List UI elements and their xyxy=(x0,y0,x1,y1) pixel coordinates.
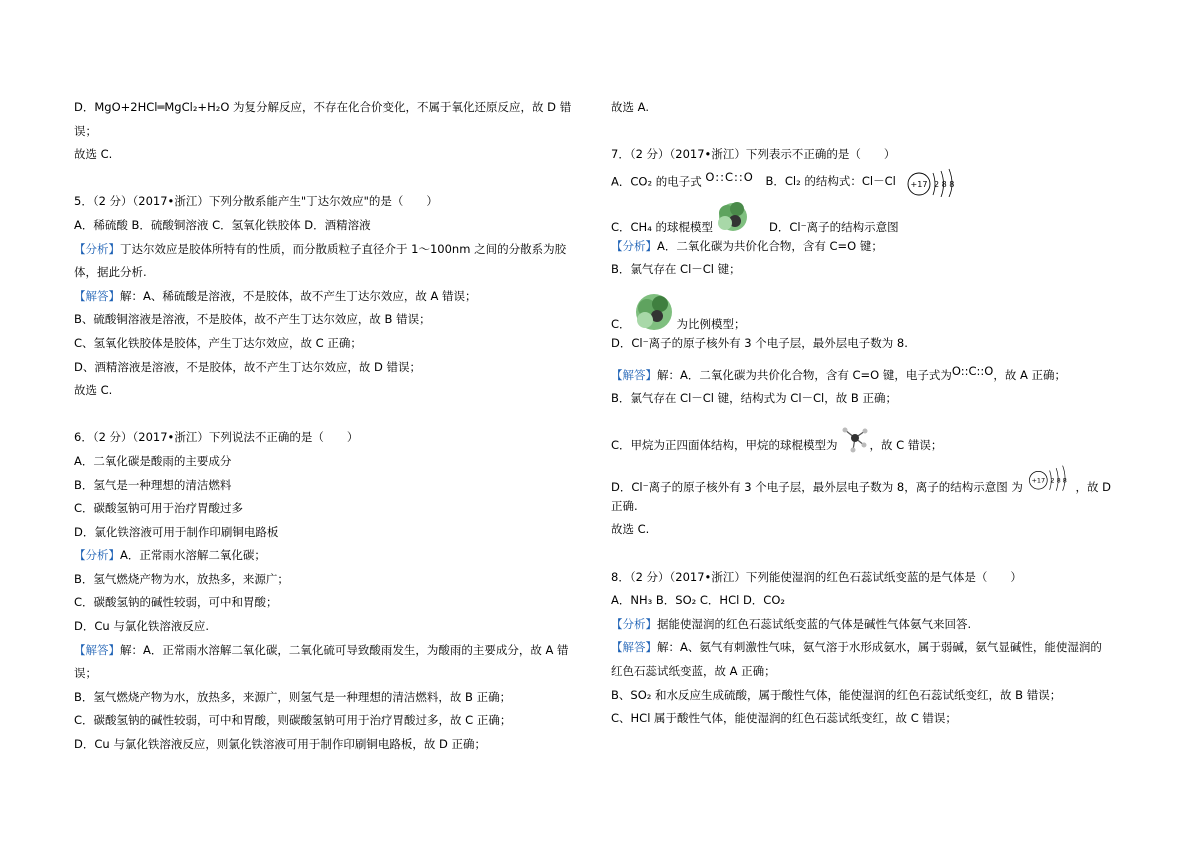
analysis-tag: 【分析】 xyxy=(611,616,657,631)
q5-answer xyxy=(74,285,574,309)
q5-options: A．稀硫酸 B．硫酸铜溶液 C．氢氧化铁胶体 D．酒精溶液 xyxy=(74,217,371,232)
q7-answer-d-cont: 正确. xyxy=(611,498,638,513)
q8-answer-c: C、HCl 属于酸性气体，能使湿润的红色石蕊试纸变红，故 C 错误； xyxy=(611,711,957,726)
q8-options: A．NH₃ B．SO₂ C．HCl D．CO₂ xyxy=(611,593,785,608)
q5-answer-b: B、硫酸铜溶液是溶液，不是胶体，故不产生丁达尔效应，故 B 错误； xyxy=(74,312,431,327)
q6-option-a: A．二氧化碳是酸雨的主要成分 xyxy=(74,453,232,468)
q6-analysis-c: C．碳酸氢钠的碱性较弱，可中和胃酸； xyxy=(74,595,278,610)
q7-option-a-label: A．CO₂ 的电子式 xyxy=(611,174,702,189)
q7-answer-b: B．氯气存在 Cl－Cl 键，结构式为 Cl－Cl，故 B 正确； xyxy=(611,391,897,406)
q7-answer-d-text: D．Cl⁻离子的原子核外有 3 个电子层，最外层电子数为 8，离子的结构示意图 为 xyxy=(611,479,1023,494)
q6-answer-c: C．碳酸氢钠的碱性较弱，可中和胃酸，则碳酸氢钠可用于治疗胃酸过多，故 C 正确； xyxy=(74,713,512,728)
answer-tag: 【解答】 xyxy=(74,288,120,303)
q7-answer-d xyxy=(611,453,1111,495)
answer-tag: 【解答】 xyxy=(74,642,120,657)
shell-electrons: 2 8 8 xyxy=(934,179,955,189)
q6-answer-d: D．Cu 与氯化铁溶液反应，则氯化铁溶液可用于制作印刷铜电路板，故 D 正确； xyxy=(74,737,486,752)
nucleus-label: +17 xyxy=(1031,476,1046,485)
right-column xyxy=(611,96,1111,731)
q8-title: 8．（2 分）（2017•浙江）下列能使湿润的红色石蕊试纸变蓝的是气体是（ ） xyxy=(611,569,1022,584)
q8-answer-a-cont: 红色石蕊试纸变蓝，故 A 正确； xyxy=(611,663,776,678)
q4-option-d-explanation: D．MgO+2HCl═MgCl₂+H₂O 为复分解反应，不存在化合价变化，不属于氧化还原反应，故 D 错 xyxy=(74,100,572,114)
q7-answer-c xyxy=(611,411,1111,453)
q8-analysis-text: 据能使湿润的红色石蕊试纸变蓝的气体是碱性气体氨气来回答. xyxy=(657,616,972,631)
q7-analysis-c xyxy=(611,282,1111,332)
q7-analysis-d: D．Cl⁻离子的原子核外有 3 个电子层，最外层电子数为 8. xyxy=(611,335,908,350)
co2-electron-formula: O::C::O xyxy=(951,363,994,378)
left-column xyxy=(74,96,574,757)
q7-answer-d-end: ，故 D xyxy=(1075,479,1111,494)
q7-answer-c-end: ，故 C 错误； xyxy=(869,437,943,452)
analysis-tag: 【分析】 xyxy=(74,241,120,256)
chloride-structure-diagram-icon xyxy=(1027,459,1076,495)
shell-electrons: 2 8 8 xyxy=(1050,476,1067,485)
q7-analysis xyxy=(611,235,1111,259)
q7-analysis-c-text: 为比例模型； xyxy=(676,316,746,331)
q5-title: 5．（2 分）（2017•浙江）下列分散系能产生"丁达尔效应"的是（ ） xyxy=(74,194,438,209)
q6-answer-text: 解：A．正常雨水溶解二氧化碳，二氧化硫可导致酸雨发生，为酸雨的主要成分，故 A 错 xyxy=(120,642,569,657)
q4-option-d-explanation-cont: 误； xyxy=(74,123,97,138)
methane-ball-stick-model-icon xyxy=(715,199,751,235)
q6-option-c: C．碳酸氢钠可用于治疗胃酸过多 xyxy=(74,501,244,516)
q6-answer-b: B．氢气燃烧产物为水，放热多，来源广，则氢气是一种理想的清洁燃料，故 B 正确； xyxy=(74,689,512,704)
q8-answer-text: 解：A、氨气有刺激性气味，氨气溶于水形成氨水，属于弱碱，氨气显碱性，能使湿润的 xyxy=(657,640,1102,655)
q7-option-c-label: C．CH₄ 的球棍模型 xyxy=(611,219,713,234)
q4-conclusion: 故选 C. xyxy=(74,147,113,162)
q6-option-d: D．氯化铁溶液可用于制作印刷铜电路板 xyxy=(74,524,279,539)
co2-electron-formula: O::C::O xyxy=(705,170,754,185)
methane-stick-model-icon xyxy=(840,423,870,453)
q5-analysis-cont: 体，据此分析. xyxy=(74,265,147,280)
q5-answer-c: C、氢氧化铁胶体是胶体，产生丁达尔效应，故 C 正确； xyxy=(74,335,362,350)
answer-tag: 【解答】 xyxy=(611,640,657,655)
q5-analysis xyxy=(74,238,574,262)
q7-analysis-text: A．二氧化碳为共价化合物，含有 C=O 键； xyxy=(657,238,883,253)
q7-options-ab xyxy=(611,167,1111,195)
space-filling-model-icon xyxy=(631,290,677,332)
q7-title: 7．（2 分）（2017•浙江）下列表示不正确的是（ ） xyxy=(611,147,896,162)
q7-answer-text: 解：A．二氧化碳为共价化合物，含有 C=O 键，电子式为 xyxy=(657,367,952,382)
q7-option-b: B．Cl₂ 的结构式：Cl－Cl xyxy=(765,174,896,189)
q6-analysis xyxy=(74,544,574,568)
q7-answer-a-end: ，故 A 正确； xyxy=(993,367,1067,382)
q5-analysis-text: 丁达尔效应是胶体所特有的性质，而分散质粒子直径介于 1～100nm 之间的分散系为胶 xyxy=(120,241,567,256)
q6-analysis-text: A．正常雨水溶解二氧化碳； xyxy=(120,548,266,563)
q5-conclusion: 故选 C. xyxy=(74,383,113,398)
chloride-structure-diagram-icon xyxy=(905,167,965,197)
q8-analysis xyxy=(611,613,1111,637)
q6-analysis-b: B．氢气燃烧产物为水，放热多，来源广； xyxy=(74,571,289,586)
q8-answer xyxy=(611,636,1111,660)
analysis-tag: 【分析】 xyxy=(74,548,120,563)
nucleus-label: +17 xyxy=(911,179,928,189)
q6-analysis-d: D．Cu 与氯化铁溶液反应. xyxy=(74,619,209,634)
q5-answer-text: 解：A、稀硫酸是溶液，不是胶体，故不产生丁达尔效应，故 A 错误； xyxy=(120,288,477,303)
q6-title: 6．（2 分）（2017•浙江）下列说法不正确的是（ ） xyxy=(74,430,359,445)
q8-answer-b: B、SO₂ 和水反应生成硫酸，属于酸性气体，能使湿润的红色石蕊试纸变红，故 B 错误； xyxy=(611,687,1062,702)
q7-analysis-b: B．氯气存在 Cl－Cl 键； xyxy=(611,262,741,277)
q7-conclusion: 故选 C. xyxy=(611,522,650,537)
q7-option-d: D．Cl⁻离子的结构示意图 xyxy=(768,219,899,234)
q6-conclusion: 故选 A. xyxy=(611,100,649,114)
q7-answer-c-text: C．甲烷为正四面体结构，甲烷的球棍模型为 xyxy=(611,437,838,452)
q7-analysis-c-label: C． xyxy=(611,316,631,331)
q7-options-cd xyxy=(611,195,1111,235)
q5-answer-d: D、酒精溶液是溶液，不是胶体，故不产生丁达尔效应，故 D 错误； xyxy=(74,359,422,374)
q6-answer-a-cont: 误； xyxy=(74,666,97,681)
analysis-tag: 【分析】 xyxy=(611,238,657,253)
q6-option-b: B．氢气是一种理想的清洁燃料 xyxy=(74,477,232,492)
q6-answer xyxy=(74,639,574,663)
q7-answer xyxy=(611,364,1111,388)
answer-tag: 【解答】 xyxy=(611,367,657,382)
